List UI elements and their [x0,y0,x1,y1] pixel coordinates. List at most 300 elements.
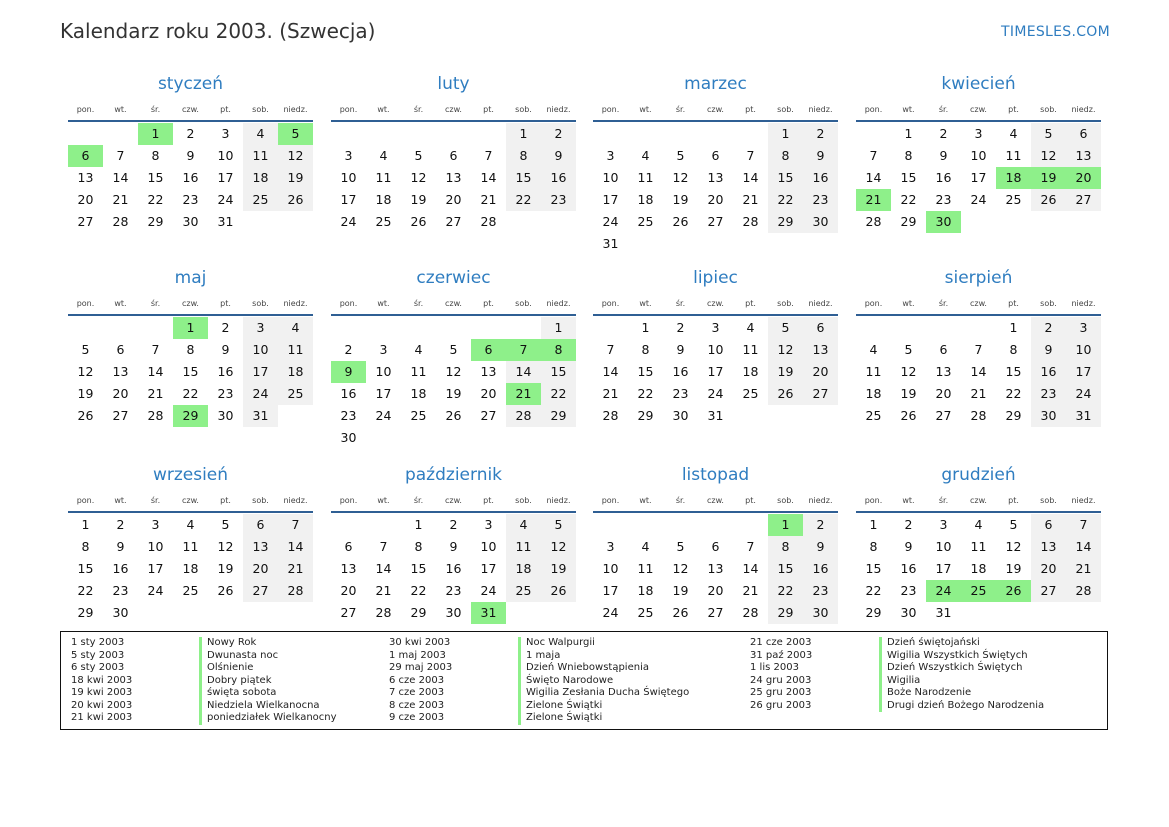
day-cell: 18 [637,192,654,207]
day-cell: 10 [970,148,987,163]
day-cell: 29 [147,214,164,229]
weekday-header [68,102,313,118]
day-cell: 19 [900,386,917,401]
day-cell: 3 [151,517,160,532]
empty-cell [68,317,103,339]
day-cell: 2 [221,320,230,335]
weekday-label: czw. [707,299,724,308]
day-cell: 13 [803,339,838,361]
day-cell: 22 [900,192,917,207]
day-cell: 23 [112,583,129,598]
month-divider [856,120,1101,122]
legend-holiday-name: Dzień świętojański [879,637,1044,650]
weekday-label: wt. [377,105,390,114]
month-9 [331,463,576,624]
day-cell: 1 [641,320,650,335]
day-cell: 21 [970,386,987,401]
legend-holiday-name: Święto Narodowe [518,675,689,688]
weekday-label: śr. [413,105,424,114]
month-divider [68,314,313,316]
month-divider [856,314,1101,316]
holiday-day-cell: 1 [768,514,803,536]
day-cell: 14 [506,361,541,383]
legend-dates-column [389,637,452,725]
day-cell: 22 [410,583,427,598]
weekday-label: sob. [515,496,532,505]
empty-cell [593,317,628,339]
weekday-header [68,493,313,509]
day-cell: 23 [217,386,234,401]
day-cell: 15 [768,558,803,580]
day-cell: 18 [278,361,313,383]
empty-cell [436,317,471,339]
day-cell: 2 [803,514,838,536]
empty-cell [698,514,733,536]
weekday-label: pt. [483,105,494,114]
day-cell: 6 [449,148,458,163]
holiday-day-cell: 5 [278,123,313,145]
day-cell: 27 [707,214,724,229]
day-cell: 2 [904,517,913,532]
day-cell: 20 [803,361,838,383]
day-cell: 8 [186,342,195,357]
day-cell: 18 [375,192,392,207]
day-cell: 1 [904,126,913,141]
day-cell: 25 [506,580,541,602]
day-cell: 24 [1066,383,1101,405]
day-cell: 1 [1009,320,1018,335]
weekday-label: pon. [601,105,620,114]
day-cell: 17 [1066,361,1101,383]
day-grid [68,514,313,624]
day-grid [68,317,313,427]
weekday-label: wt. [377,496,390,505]
weekday-label: pt. [220,299,231,308]
legend-date: 6 sty 2003 [71,662,125,673]
legend-holiday-name: Wigilia Wszystkich Świętych [879,650,1044,663]
month-name: wrzesień [152,465,229,485]
empty-cell [593,123,628,145]
legend-date: 21 kwi 2003 [71,712,133,723]
day-cell: 4 [641,148,650,163]
empty-cell [68,123,103,145]
day-cell: 12 [278,145,313,167]
day-cell: 9 [186,148,195,163]
day-cell: 28 [865,214,882,229]
day-cell: 6 [711,539,720,554]
legend-holiday-name: Zielone Świątki [518,700,689,713]
day-cell: 24 [970,192,987,207]
day-cell: 28 [1066,580,1101,602]
weekday-label: czw. [970,299,987,308]
day-cell: 5 [904,342,913,357]
month-name: czerwiec [416,268,491,288]
day-cell: 9 [221,342,230,357]
day-cell: 30 [112,605,129,620]
day-grid [68,123,313,233]
weekday-label: sob. [515,299,532,308]
legend-date: 25 gru 2003 [750,687,812,698]
empty-cell [856,317,891,339]
day-cell: 8 [869,539,878,554]
day-cell: 31 [602,236,619,251]
day-cell: 24 [602,605,619,620]
day-cell: 13 [935,364,952,379]
month-name: styczeń [157,74,224,94]
legend-date: 26 gru 2003 [750,699,812,711]
day-cell: 4 [278,317,313,339]
weekday-label: śr. [675,105,686,114]
day-cell: 16 [217,364,234,379]
day-cell: 3 [243,317,278,339]
month-7 [856,266,1101,427]
day-cell: 26 [445,408,462,423]
day-cell: 9 [1031,339,1066,361]
weekday-label: czw. [182,496,199,505]
day-cell: 21 [278,558,313,580]
site-logo-link[interactable]: TIMESLES.COM [1001,24,1110,40]
day-cell: 9 [676,342,685,357]
day-cell: 22 [768,189,803,211]
day-cell: 16 [112,561,129,576]
day-cell: 17 [935,561,952,576]
weekday-label: niedz. [1071,105,1096,114]
weekday-label: pon. [601,299,620,308]
day-cell: 27 [77,214,94,229]
day-cell: 19 [672,583,689,598]
day-cell: 26 [278,189,313,211]
weekday-label: pt. [220,496,231,505]
day-cell: 1 [81,517,90,532]
legend-holiday-name: Zielone Świątki [518,712,689,725]
day-cell: 6 [1066,123,1101,145]
weekday-label: czw. [445,496,462,505]
day-cell: 10 [147,539,164,554]
day-cell: 19 [77,386,94,401]
empty-cell [856,123,891,145]
legend-date: 20 kwi 2003 [71,699,133,711]
day-cell: 16 [803,167,838,189]
day-cell: 15 [182,364,199,379]
day-cell: 12 [672,561,689,576]
day-grid [593,123,838,255]
day-cell: 6 [116,342,125,357]
day-cell: 15 [865,561,882,576]
day-cell: 13 [1031,536,1066,558]
month-8 [68,463,313,624]
day-cell: 5 [81,342,90,357]
empty-cell [471,123,506,145]
day-cell: 22 [768,580,803,602]
weekday-label: niedz. [1071,299,1096,308]
weekday-label: sob. [777,299,794,308]
day-cell: 11 [742,342,759,357]
day-cell: 18 [637,583,654,598]
day-cell: 29 [637,408,654,423]
weekday-label: sob. [252,496,269,505]
day-cell: 28 [112,214,129,229]
day-cell: 22 [147,192,164,207]
weekday-label: wt. [114,105,127,114]
day-cell: 25 [637,214,654,229]
day-cell: 9 [541,145,576,167]
day-cell: 17 [375,386,392,401]
day-cell: 20 [1031,558,1066,580]
month-divider [593,314,838,316]
day-cell: 10 [375,364,392,379]
day-cell: 19 [410,192,427,207]
day-cell: 2 [344,342,353,357]
empty-cell [366,123,401,145]
day-cell: 8 [768,145,803,167]
day-cell: 21 [1066,558,1101,580]
day-cell: 18 [243,167,278,189]
weekday-label: czw. [182,299,199,308]
day-cell: 27 [480,408,497,423]
day-cell: 29 [768,211,803,233]
day-cell: 26 [672,605,689,620]
day-cell: 4 [974,517,983,532]
month-divider [856,511,1101,513]
legend-names-column [518,637,689,725]
empty-cell [366,514,401,536]
day-cell: 13 [112,364,129,379]
weekday-label: niedz. [283,105,308,114]
day-grid [331,123,576,233]
day-cell: 6 [1031,514,1066,536]
day-cell: 17 [217,170,234,185]
day-cell: 5 [1009,517,1018,532]
empty-cell [926,317,961,339]
weekday-label: niedz. [1071,496,1096,505]
day-cell: 18 [742,364,759,379]
day-cell: 27 [340,605,357,620]
weekday-label: czw. [970,105,987,114]
day-cell: 20 [445,192,462,207]
weekday-label: pt. [483,496,494,505]
day-cell: 19 [217,561,234,576]
day-cell: 4 [414,342,423,357]
legend-holiday-name: poniedziałek Wielkanocny [199,712,337,725]
day-cell: 13 [707,561,724,576]
weekday-header [856,102,1101,118]
month-1 [331,72,576,233]
day-cell: 31 [707,408,724,423]
day-cell: 19 [1005,561,1022,576]
day-cell: 9 [939,148,948,163]
empty-cell [471,317,506,339]
weekday-label: sob. [252,299,269,308]
day-cell: 30 [803,602,838,624]
day-cell: 7 [116,148,125,163]
weekday-label: sob. [252,105,269,114]
day-cell: 11 [865,364,882,379]
day-cell: 3 [939,517,948,532]
weekday-label: wt. [902,105,915,114]
empty-cell [891,317,926,339]
day-cell: 11 [278,339,313,361]
weekday-label: wt. [114,496,127,505]
day-cell: 28 [147,408,164,423]
day-cell: 6 [803,317,838,339]
day-cell: 21 [147,386,164,401]
day-cell: 25 [182,583,199,598]
weekday-header [68,296,313,312]
day-cell: 9 [904,539,913,554]
day-cell: 15 [637,364,654,379]
day-cell: 26 [672,214,689,229]
day-cell: 31 [1066,405,1101,427]
day-cell: 13 [707,170,724,185]
day-cell: 23 [445,583,462,598]
day-cell: 15 [147,170,164,185]
day-cell: 12 [410,170,427,185]
day-cell: 21 [112,192,129,207]
month-name: październik [404,465,503,485]
month-name: listopad [681,465,750,485]
weekday-label: sob. [777,496,794,505]
weekday-label: niedz. [283,496,308,505]
day-cell: 23 [1031,383,1066,405]
day-cell: 12 [541,536,576,558]
day-cell: 28 [480,214,497,229]
day-cell: 3 [379,342,388,357]
weekday-label: pon. [339,496,358,505]
holiday-day-cell: 21 [506,383,541,405]
empty-cell [103,317,138,339]
day-cell: 14 [147,364,164,379]
empty-cell [401,317,436,339]
legend-holiday-name: Dzień Wniebowstąpienia [518,662,689,675]
day-cell: 14 [1066,536,1101,558]
day-cell: 22 [865,583,882,598]
day-cell: 7 [278,514,313,536]
day-cell: 21 [375,583,392,598]
weekday-label: wt. [902,496,915,505]
day-cell: 8 [151,148,160,163]
weekday-label: niedz. [808,496,833,505]
weekday-label: niedz. [546,105,571,114]
day-cell: 21 [602,386,619,401]
holiday-day-cell: 20 [1066,167,1101,189]
day-cell: 10 [480,539,497,554]
weekday-header [331,102,576,118]
day-cell: 19 [445,386,462,401]
day-cell: 11 [182,539,199,554]
day-cell: 22 [506,189,541,211]
day-cell: 16 [900,561,917,576]
empty-cell [366,317,401,339]
day-cell: 8 [1009,342,1018,357]
month-divider [593,120,838,122]
day-cell: 15 [541,361,576,383]
legend-date: 21 cze 2003 [750,637,812,648]
legend-date: 19 kwi 2003 [71,687,133,698]
day-cell: 13 [243,536,278,558]
day-cell: 1 [541,317,576,339]
day-cell: 23 [935,192,952,207]
legend-date: 1 maj 2003 [389,649,446,661]
day-cell: 24 [217,192,234,207]
day-cell: 13 [445,170,462,185]
day-cell: 11 [970,539,987,554]
weekday-label: pon. [339,299,358,308]
day-cell: 27 [445,214,462,229]
day-cell: 11 [637,561,654,576]
weekday-header [593,102,838,118]
weekday-header [331,493,576,509]
weekday-label: pon. [864,105,883,114]
day-cell: 2 [1031,317,1066,339]
day-cell: 18 [410,386,427,401]
weekday-label: pon. [864,299,883,308]
holiday-day-cell: 30 [926,211,961,233]
weekday-header [593,296,838,312]
day-cell: 2 [541,123,576,145]
day-cell: 29 [410,605,427,620]
day-cell: 17 [970,170,987,185]
day-cell: 19 [768,361,803,383]
holiday-day-cell: 9 [331,361,366,383]
day-cell: 27 [935,408,952,423]
month-name: maj [174,268,207,288]
day-cell: 17 [707,364,724,379]
day-cell: 20 [480,386,497,401]
day-cell: 7 [606,342,615,357]
legend-date: 5 sty 2003 [71,649,125,661]
holiday-day-cell: 31 [471,602,506,624]
weekday-label: śr. [413,496,424,505]
weekday-label: wt. [902,299,915,308]
month-5 [331,266,576,449]
day-cell: 8 [768,536,803,558]
weekday-label: niedz. [546,496,571,505]
day-cell: 12 [1031,145,1066,167]
empty-cell [593,514,628,536]
month-name: marzec [684,74,747,94]
day-cell: 28 [278,580,313,602]
weekday-label: niedz. [546,299,571,308]
month-4 [68,266,313,427]
holiday-day-cell: 1 [138,123,173,145]
day-cell: 4 [243,123,278,145]
legend-date: 18 kwi 2003 [71,674,133,686]
day-cell: 24 [602,214,619,229]
day-cell: 6 [243,514,278,536]
day-cell: 20 [243,558,278,580]
day-cell: 12 [77,364,94,379]
empty-cell [628,123,663,145]
day-cell: 25 [865,408,882,423]
empty-cell [103,123,138,145]
day-cell: 25 [742,386,759,401]
day-cell: 8 [506,145,541,167]
day-cell: 18 [865,386,882,401]
day-cell: 19 [672,192,689,207]
empty-cell [436,123,471,145]
day-grid [856,514,1101,624]
day-cell: 28 [602,408,619,423]
day-cell: 4 [186,517,195,532]
day-cell: 14 [742,561,759,576]
day-cell: 23 [340,408,357,423]
day-cell: 30 [803,211,838,233]
empty-cell [663,123,698,145]
day-cell: 10 [602,170,619,185]
day-cell: 29 [1005,408,1022,423]
day-cell: 24 [375,408,392,423]
day-cell: 27 [112,408,129,423]
